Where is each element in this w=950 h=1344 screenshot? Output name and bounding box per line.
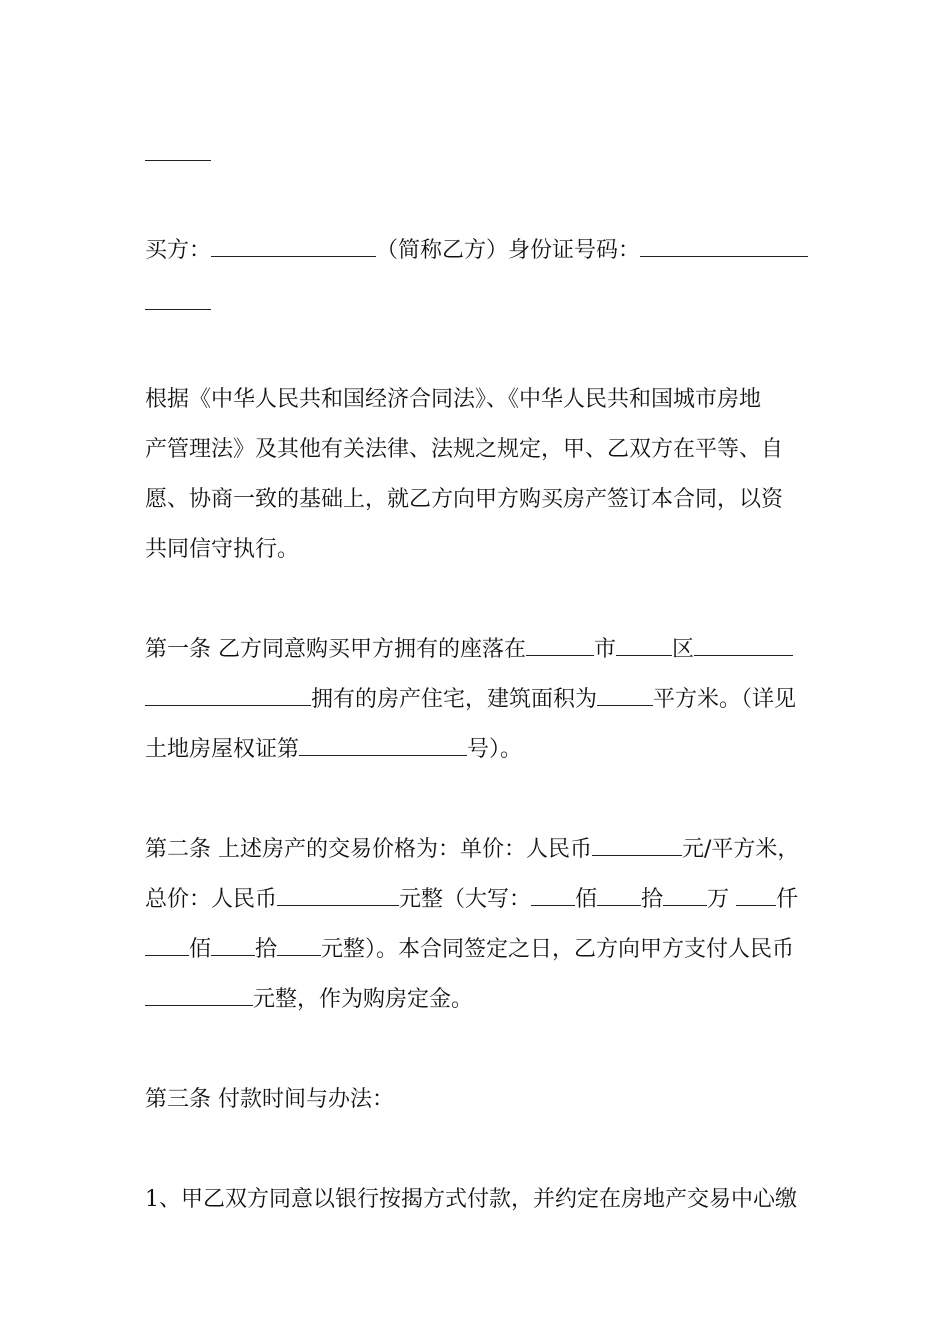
tens-blank[interactable] <box>597 885 641 906</box>
item-text: 、甲乙双方同意以银行按揭方式付款，并约定在房地产交易中心缴 <box>159 1187 798 1212</box>
article2-text: 第二条 上述房产的交易价格为：单价：人民币 <box>145 837 592 862</box>
unit-label: 拾 <box>641 887 664 912</box>
article2-line-2 <box>145 885 815 915</box>
buyer-id-blank-continued[interactable] <box>145 309 211 310</box>
address-blank[interactable] <box>694 635 793 656</box>
hundreds-blank[interactable] <box>531 885 575 906</box>
unit-price-blank[interactable] <box>592 835 682 856</box>
hundreds-blank[interactable] <box>145 935 189 956</box>
units-blank[interactable] <box>277 935 321 956</box>
article2-line-1 <box>145 835 815 865</box>
address-blank-continued[interactable] <box>145 685 311 706</box>
district-blank[interactable] <box>616 635 672 656</box>
article2-text: 总价：人民币 <box>145 887 278 912</box>
buyer-id-blank[interactable] <box>640 236 808 257</box>
article2-text: 元整（大写： <box>399 887 532 912</box>
article1-text: 土地房屋权证第 <box>145 737 300 762</box>
article1-line-2 <box>145 685 815 715</box>
article2-text: 元/平方米， <box>682 837 800 862</box>
article1-text: 号）。 <box>467 737 523 762</box>
buyer-label: 买方： <box>145 238 212 263</box>
preamble-line-3: 愿、协商一致的基础上，就乙方向甲方购买房产签订本合同，以资 <box>145 487 784 512</box>
buyer-name-blank[interactable] <box>211 236 376 257</box>
article2-line-3 <box>145 935 815 965</box>
tens-blank[interactable] <box>211 935 255 956</box>
article3-title: 第三条 付款时间与办法： <box>145 1087 394 1112</box>
preamble-line-4: 共同信守执行。 <box>145 537 300 562</box>
deposit-blank[interactable] <box>145 985 253 1006</box>
preamble-line-2: 产管理法》及其他有关法律、法规之规定，甲、乙双方在平等、自 <box>145 437 784 462</box>
total-price-blank[interactable] <box>277 885 399 906</box>
unit-label: 拾 <box>255 937 278 962</box>
unit-label: 佰 <box>575 887 598 912</box>
article1-line-1 <box>145 635 815 665</box>
buyer-short-name: （简称乙方） <box>376 238 509 263</box>
unit-label: 佰 <box>189 937 212 962</box>
item-number: 1 <box>145 1187 159 1212</box>
thousands-blank[interactable] <box>736 885 776 906</box>
area-blank[interactable] <box>597 685 653 706</box>
article1-text: 第一条 乙方同意购买甲方拥有的座落在 <box>145 637 526 662</box>
article2-text: 元整）。本合同签定之日，乙方向甲方支付人民币 <box>321 937 795 962</box>
district-label: 区 <box>672 637 695 662</box>
ten-thousands-blank[interactable] <box>663 885 707 906</box>
article2-text: 元整，作为购房定金。 <box>253 987 474 1012</box>
unit-label: 仟 <box>776 887 799 912</box>
preamble-line-1: 根据《中华人民共和国经济合同法》、《中华人民共和国城市房地 <box>145 387 762 412</box>
buyer-id-label: 身份证号码： <box>508 238 641 263</box>
certificate-number-blank[interactable] <box>299 735 467 756</box>
unit-label: 万 <box>707 887 730 912</box>
city-label: 市 <box>594 637 617 662</box>
buyer-line <box>145 236 815 266</box>
article2-line-4 <box>145 985 815 1015</box>
article1-text: 拥有的房产住宅，建筑面积为 <box>311 687 598 712</box>
article1-line-3 <box>145 735 815 765</box>
article1-text: 平方米。（详见 <box>653 687 797 712</box>
article3-item-1 <box>145 1185 815 1215</box>
city-blank[interactable] <box>526 635 594 656</box>
fill-in-blank[interactable] <box>145 160 211 161</box>
